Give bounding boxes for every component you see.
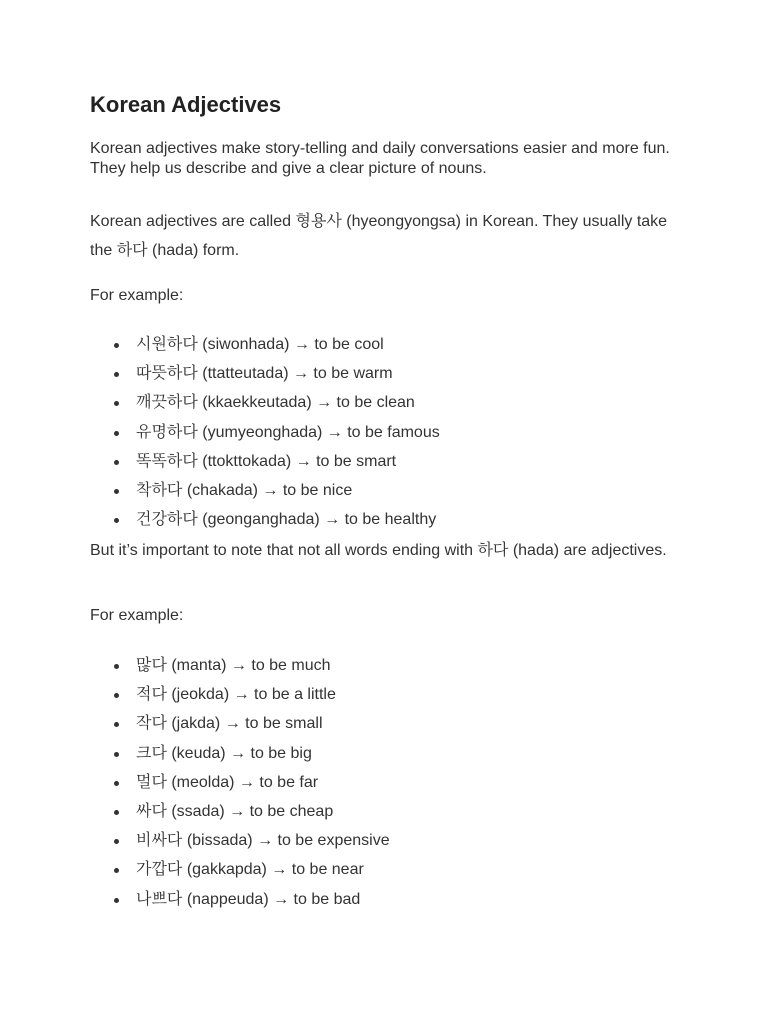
- list-item: [90, 890, 390, 919]
- list-item: [90, 481, 440, 510]
- bullet-icon: [114, 868, 119, 873]
- list-item: [90, 364, 440, 393]
- list-item: [90, 860, 390, 889]
- bullet-icon: [114, 898, 119, 903]
- list-item: [90, 510, 440, 539]
- list-item: [90, 423, 440, 452]
- for-example-label-1: For example:: [90, 287, 184, 304]
- for-example-label-2: For example:: [90, 607, 184, 624]
- bullet-icon: [114, 518, 119, 523]
- bullet-icon: [114, 489, 119, 494]
- list-item-text: 멀다 (meolda) → to be far: [136, 773, 319, 791]
- list-item-text: 비싸다 (bissada) → to be expensive: [136, 832, 390, 850]
- list-item-text: 나쁘다 (nappeuda) → to be bad: [136, 890, 361, 908]
- list-item: [90, 685, 390, 714]
- list-item-text: 작다 (jakda) → to be small: [136, 715, 323, 733]
- intro-paragraph: Korean adjectives make story-telling and daily conversations easier and more fun. They help us describe and give a clear picture of nouns.: [90, 140, 670, 177]
- called-paragraph: Korean adjectives are called 형용사 (hyeongyongsa) in Korean. They usually take the 하다 (hada) form.: [90, 213, 668, 259]
- bullet-icon: [114, 810, 119, 815]
- list-item-text: 유명하다 (yumyeonghada) → to be famous: [136, 423, 440, 441]
- list-item-text: 따뜻하다 (ttatteutada) → to be warm: [136, 365, 393, 383]
- bullet-icon: [114, 839, 119, 844]
- bullet-icon: [114, 372, 119, 377]
- list-item: [90, 744, 390, 773]
- bullet-icon: [114, 781, 119, 786]
- list-item: [90, 802, 390, 831]
- list-item-text: 건강하다 (geonganghada) → to be healthy: [136, 511, 437, 529]
- list-item: [90, 714, 390, 743]
- bullet-icon: [114, 401, 119, 406]
- other-adjective-list: [90, 656, 390, 919]
- bullet-icon: [114, 664, 119, 669]
- list-item-text: 적다 (jeokda) → to be a little: [136, 686, 336, 704]
- note-paragraph: But it’s important to note that not all words ending with 하다 (hada) are adjectives.: [90, 542, 667, 559]
- bullet-icon: [114, 431, 119, 436]
- bullet-icon: [114, 343, 119, 348]
- list-item: [90, 831, 390, 860]
- list-item-text: 크다 (keuda) → to be big: [136, 744, 312, 762]
- list-item: [90, 656, 390, 685]
- bullet-icon: [114, 693, 119, 698]
- list-item: [90, 335, 440, 364]
- list-item-text: 똑똑하다 (ttokttokada) → to be smart: [136, 452, 397, 470]
- page-title: Korean Adjectives: [90, 92, 282, 117]
- list-item-text: 깨끗하다 (kkaekkeutada) → to be clean: [136, 394, 415, 412]
- bullet-icon: [114, 752, 119, 757]
- hada-adjective-list: [90, 335, 440, 539]
- list-item-text: 많다 (manta) → to be much: [136, 657, 331, 674]
- list-item: [90, 452, 440, 481]
- list-item-text: 가깝다 (gakkapda) → to be near: [136, 861, 364, 879]
- bullet-icon: [114, 460, 119, 465]
- list-item-text: 싸다 (ssada) → to be cheap: [136, 802, 334, 820]
- list-item-text: 시원하다 (siwonhada) → to be cool: [136, 336, 384, 353]
- bullet-icon: [114, 722, 119, 727]
- list-item-text: 착하다 (chakada) → to be nice: [136, 481, 353, 499]
- list-item: [90, 393, 440, 422]
- list-item: [90, 773, 390, 802]
